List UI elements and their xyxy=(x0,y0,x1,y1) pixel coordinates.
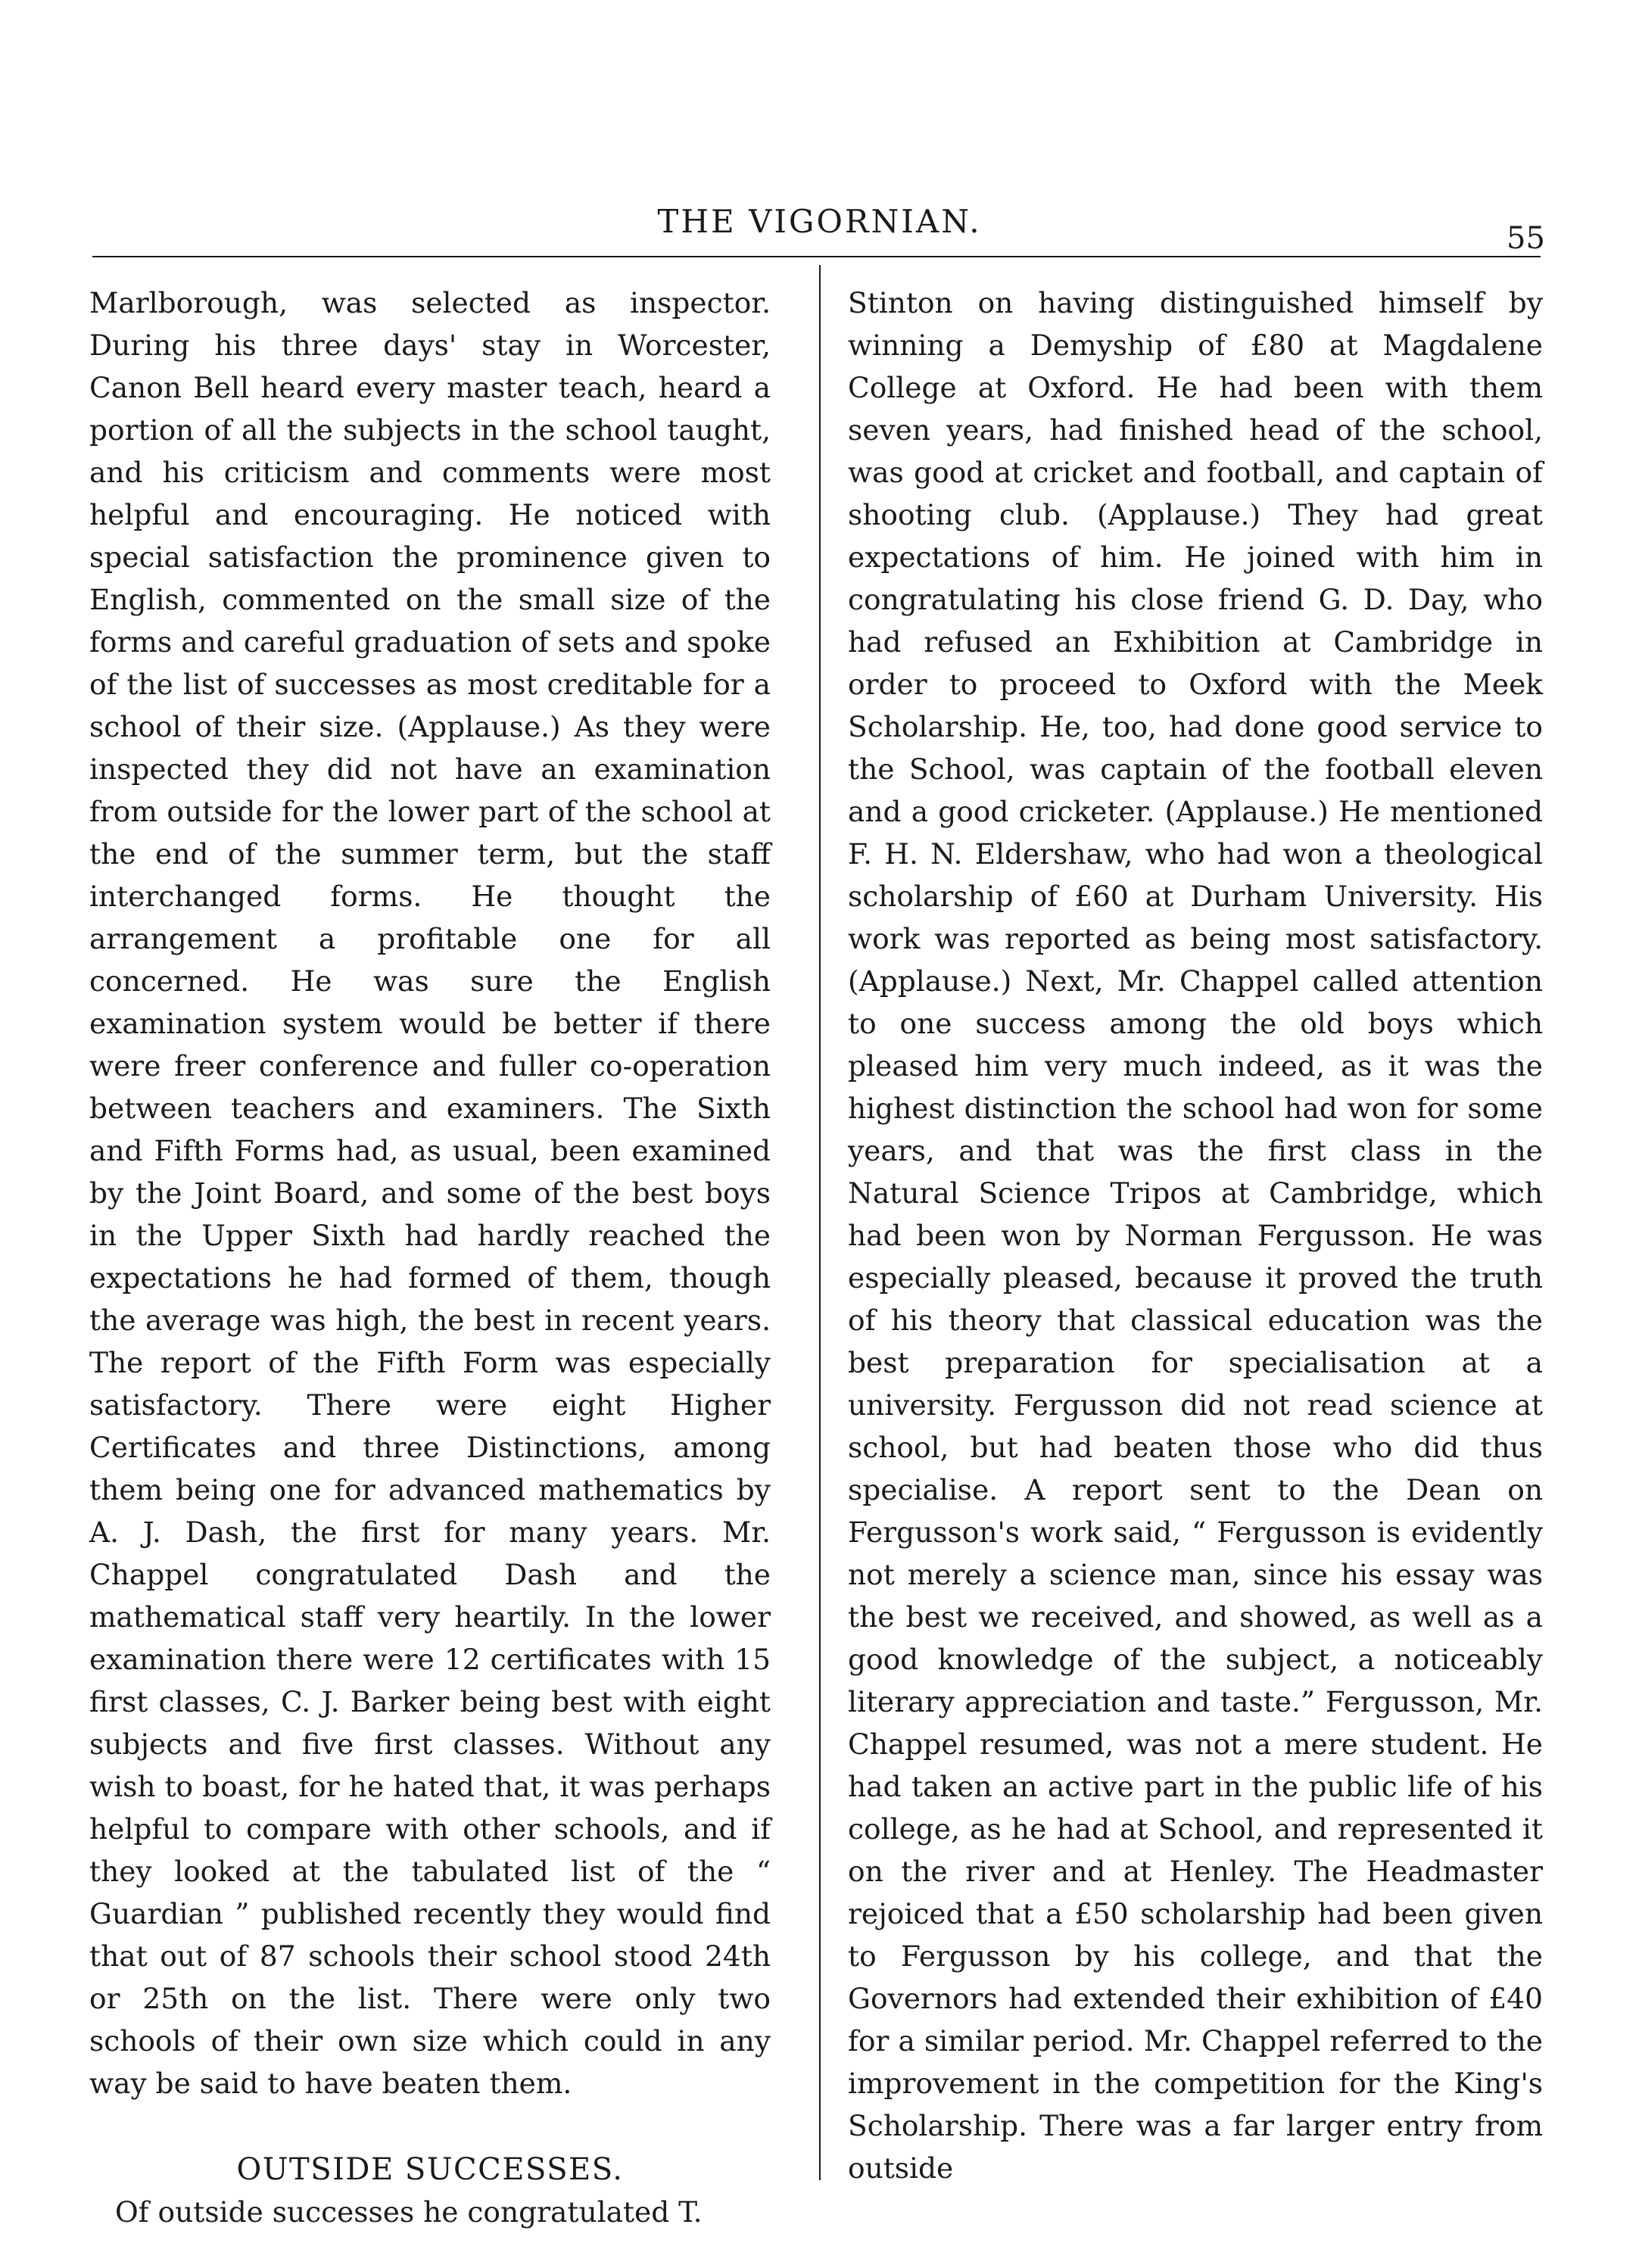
left-paragraph-2: Of outside successes he congratulated T. xyxy=(115,2195,703,2229)
right-column xyxy=(848,282,1543,2189)
left-paragraph-1: Marlborough, was selected as inspector. During his three days' stay in Worcester, Canon Bell heard every master teach, heard a portion of all the subjects in the school taught, and his criticism and comments were most helpful and encouraging. He noticed with special satisfaction the prominence given to English, commented on the small size of the forms and careful graduation of sets and spoke of the list of successes as most creditable for a school of their size. (Applause.) As they were inspected they did not have an examination from outside for the lower part of the school at the end of the summer term, but the staff interchanged forms. He thought the arrangement a profitable one for all concerned. He was sure the English examination system would be better if there were freer conference and fuller co-operation between teachers and examiners. The Sixth and Fifth Forms had, as usual, been examined by the Joint Board, and some of the best boys in the Upper Sixth had hardly reached the expectations he had formed of them, though the average was high, the best in recent years. The report of the Fifth Form was especially satisfactory. There were eight Higher Certificates and three Distinctions, among them being one for advanced mathematics by A. J. Dash, the first for many years. Mr. Chappel congratulated Dash and the mathematical staff very heartily. In the lower examination there were 12 certificates with 15 first classes, C. J. Barker being best with eight subjects and five first classes. Without any wish to boast, for he hated that, it was perhaps helpful to compare with other schools, and if they looked at the tabulated list of the “ Guardian ” published recently they would find that out of 87 schools their school stood 24th or 25th on the list. There were only two schools of their own size which could in any way be said to have beaten them. xyxy=(89,286,771,2100)
section-heading-outside-successes: OUTSIDE SUCCESSES. xyxy=(236,2152,624,2187)
page-number: 55 xyxy=(1507,221,1545,256)
column-divider xyxy=(819,265,821,2180)
right-paragraph-1: Stinton on having distinguished himself by winning a Demyship of £80 at Magdalene College at Oxford. He had been with them seven years, had finished head of the school, was good at cricket and football, and captain of shooting club. (Applause.) They had great expectations of him. He joined with him in congratulating his close friend G. D. Day, who had refused an Exhibition at Cambridge in order to proceed to Oxford with the Meek Scholarship. He, too, had done good service to the School, was captain of the football eleven and a good cricketer. (Applause.) He mentioned F. H. N. Eldershaw, who had won a theological scholarship of £60 at Durham University. His work was reported as being most satisfactory. (Applause.) Next, Mr. Chappel called attention to one success among the old boys which pleased him very much indeed, as it was the highest distinction the school had won for some years, and that was the first class in the Natural Science Tripos at Cambridge, which had been won by Norman Fergusson. He was especially pleased, because it proved the truth of his theory that classical education was the best preparation for specialisation at a university. Fergusson did not read science at school, but had beaten those who did thus specialise. A report sent to the Dean on Fergusson's work said, “ Fergusson is evidently not merely a science man, since his essay was the best we received, and showed, as well as a good knowledge of the subject, a noticeably literary appreciation and taste.” Fergusson, Mr. Chappel resumed, was not a mere student. He had taken an active part in the public life of his college, as he had at School, and represented it on the river and at Henley. The Headmaster rejoiced that a £50 scholarship had been given to Fergusson by his college, and that the Governors had extended their exhibition of £40 for a similar period. Mr. Chappel referred to the improvement in the competition for the King's Scholarship. There was a far larger entry from outside xyxy=(848,286,1543,2185)
running-title: THE VIGORNIAN. xyxy=(657,203,982,240)
header-rule xyxy=(92,256,1541,257)
left-column xyxy=(89,282,771,2233)
